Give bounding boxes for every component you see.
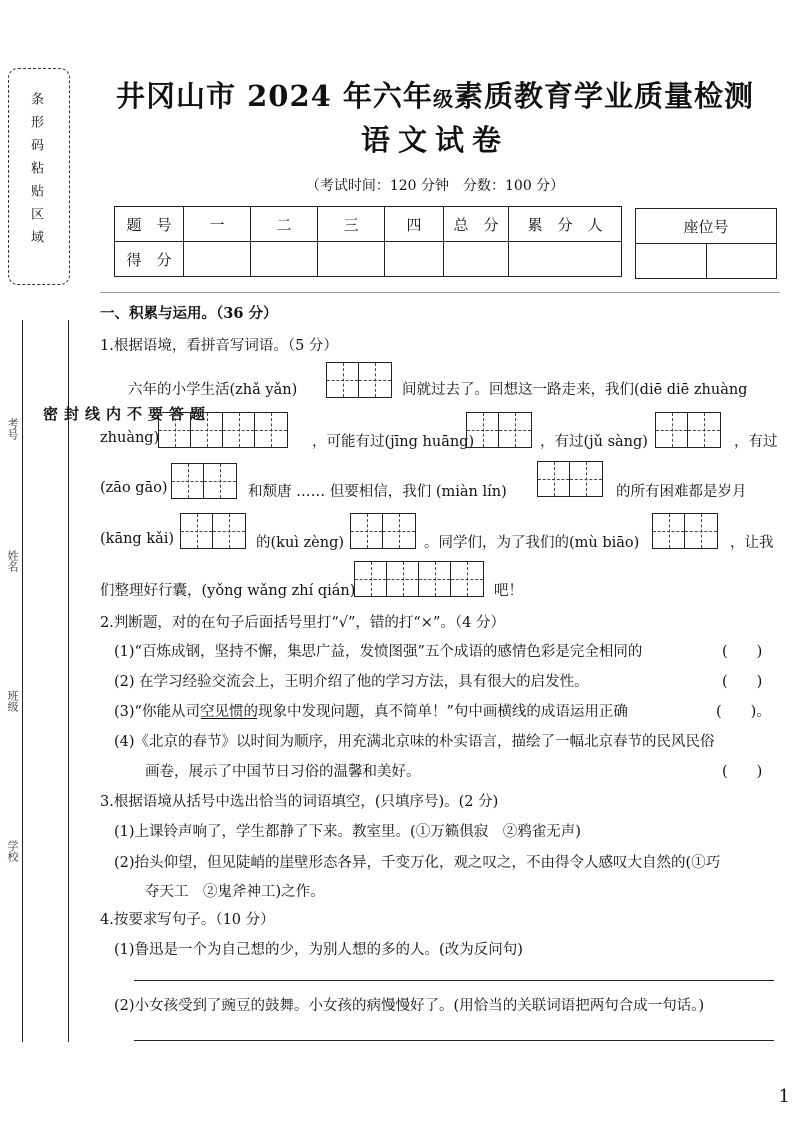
q1-text: 的(kuì zèng) — [256, 535, 345, 551]
q2-item: (1)“百炼成钢，坚持不懈，集思广益，发愤图强”五个成语的感情色彩是完全相同的 — [114, 644, 643, 660]
page-number: 1 — [778, 1086, 790, 1107]
q1-text: 六年的小学生活(zhǎ yǎn) — [128, 382, 298, 398]
score-header-cell: 题 号 — [115, 207, 184, 242]
q1-text: ，有过 — [734, 434, 778, 450]
answer-grid[interactable] — [171, 463, 237, 499]
barcode-area-label: 条形码粘贴区域 — [28, 92, 43, 253]
q1-text: 间就过去了。回想这一路走来，我们(diē diē zhuàng — [402, 382, 748, 398]
title-part-b: 素质教育学业质量检测 — [453, 79, 754, 113]
answer-grid[interactable] — [466, 412, 532, 448]
exam-subtitle: 语文试卷 — [360, 123, 509, 157]
q2-item: 画卷，展示了中国节日习俗的温馨和美好。 — [145, 764, 421, 780]
seal-char: 密 — [41, 405, 59, 421]
q1-text: 的所有困难都是岁月 — [616, 484, 747, 500]
q1-text: ，有过(jǔ sàng) — [540, 434, 648, 450]
score-row-label: 得 分 — [115, 242, 184, 277]
seat-cell[interactable] — [706, 244, 777, 279]
seat-table — [635, 208, 777, 279]
q1-text: 。同学们，为了我们的(mù biāo) — [424, 535, 640, 551]
score-cell[interactable] — [251, 242, 318, 277]
q3-item: 夺天工 ②鬼斧神工)之作。 — [145, 884, 325, 900]
q1-text: zhuàng) — [100, 430, 160, 446]
q1-text: (zāo gāo) — [100, 480, 168, 496]
answer-grid[interactable] — [350, 513, 416, 549]
answer-line[interactable] — [134, 1040, 774, 1041]
exam-title — [100, 74, 770, 115]
score-cell[interactable] — [385, 242, 444, 277]
score-cell[interactable] — [444, 242, 509, 277]
score-table — [114, 206, 622, 277]
q1-text: ，可能有过(jīng huāng) — [312, 434, 475, 450]
seal-char: 答 — [167, 405, 185, 421]
q2-bracket[interactable]: ( )。 — [716, 704, 771, 720]
q2-item: (2) 在学习经验交流会上，王明介绍了他的学习方法，具有很大的启发性。 — [114, 674, 589, 690]
answer-grid[interactable] — [537, 461, 603, 497]
seal-char: 要 — [146, 405, 164, 421]
title-part-a: 井冈山市 2024 年六年 — [116, 79, 433, 113]
score-cell[interactable] — [509, 242, 622, 277]
score-cell[interactable] — [184, 242, 251, 277]
q2-title: 2.判断题，对的在句子后面括号里打“√”，错的打“×”。（4 分） — [100, 615, 505, 631]
score-header-cell: 一 — [184, 207, 251, 242]
underline-mark — [201, 718, 257, 719]
score-cell[interactable] — [318, 242, 385, 277]
answer-line[interactable] — [134, 980, 774, 981]
q1-text: 吧！ — [494, 583, 523, 599]
q1-text: (kāng kǎi) — [100, 531, 175, 547]
seat-label: 座位号 — [636, 209, 777, 244]
q3-title: 3.根据语境从括号中选出恰当的词语填空，(只填序号)。(2 分) — [100, 794, 499, 810]
q3-item: (1)上课铃声响了，学生都静了下来。教室里。(①万籁俱寂 ②鸦雀无声) — [114, 824, 581, 840]
seal-char: 不 — [125, 405, 143, 421]
q4-title: 4.按要求写句子。（10 分） — [100, 912, 275, 928]
seal-char: 题 — [188, 405, 206, 421]
q4-item: (2)小女孩受到了豌豆的鼓舞。小女孩的病慢慢好了。(用恰当的关联词语把两句合成一句话。) — [114, 998, 705, 1014]
q3-item: (2)抬头仰望，但见陡峭的崖壁形态各异，千变万化，观之叹之，不由得令人感叹大自然的(①巧 — [114, 855, 721, 871]
answer-grid[interactable] — [354, 561, 484, 597]
binding-line-outer — [22, 320, 23, 1042]
section1-heading: 一、积累与运用。（36 分） — [100, 305, 278, 322]
seal-char: 内 — [104, 405, 122, 421]
q2-bracket[interactable]: ( ) — [722, 644, 763, 660]
q4-item: (1)鲁迅是一个为自己想的少，为别人想的多的人。(改为反问句) — [114, 942, 523, 958]
q1-text: 们整理好行囊，(yǒng wǎng zhí qián) — [100, 583, 356, 599]
field-exam-number: 考号 — [6, 418, 19, 440]
q2-item: (3)“你能从司空见惯的现象中发现问题，真不简单！”句中画横线的成语运用正确 — [114, 704, 628, 720]
score-header-cell: 二 — [251, 207, 318, 242]
title-part-small: 级 — [432, 87, 454, 111]
score-header-cell: 四 — [385, 207, 444, 242]
q1-text: ，让我 — [730, 535, 774, 551]
seal-char: 线 — [83, 405, 101, 421]
q2-bracket[interactable]: ( ) — [722, 764, 763, 780]
field-name: 姓名 — [6, 550, 19, 572]
answer-grid[interactable] — [158, 412, 288, 448]
q1-text: 和颓唐 …… 但要相信，我们 (miàn lín) — [248, 484, 507, 500]
answer-grid[interactable] — [326, 362, 392, 398]
answer-grid[interactable] — [655, 412, 721, 448]
q2-bracket[interactable]: ( ) — [722, 674, 763, 690]
score-header-cell: 总 分 — [444, 207, 509, 242]
answer-grid[interactable] — [652, 513, 718, 549]
answer-grid[interactable] — [180, 513, 246, 549]
q2-item: (4)《北京的春节》以时间为顺序，用充满北京味的朴实语言，描绘了一幅北京春节的民风民俗 — [114, 734, 715, 750]
header-divider — [100, 292, 780, 293]
seat-cell[interactable] — [636, 244, 707, 279]
field-school: 学校 — [6, 840, 19, 862]
score-header-cell: 累 分 人 — [509, 207, 622, 242]
q1-title: 1.根据语境，看拼音写词语。（5 分） — [100, 338, 338, 354]
score-header-cell: 三 — [318, 207, 385, 242]
exam-info: （考试时间：120 分钟 分数：100 分） — [305, 178, 565, 194]
seal-char: 封 — [62, 405, 80, 421]
field-class: 班级 — [6, 690, 19, 712]
